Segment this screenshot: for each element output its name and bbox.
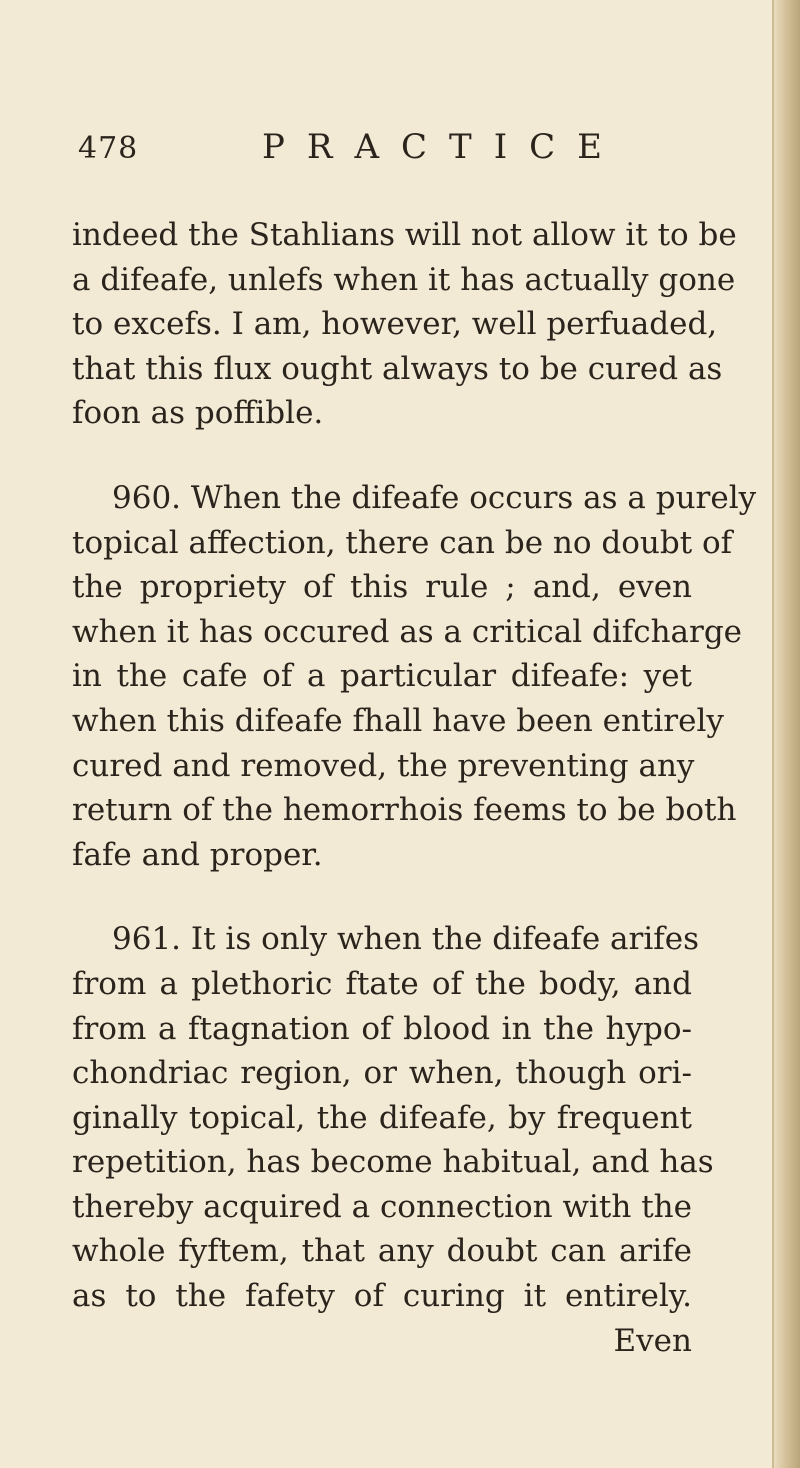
page-number: 478 [78, 131, 139, 166]
text-line: thereby acquired a connection with the [72, 1188, 692, 1225]
text-line: to excefs. I am, however, well perfuaded, [72, 306, 718, 343]
text-line: in the cafe of a particular difeafe: yet [72, 658, 692, 695]
paragraph [72, 213, 737, 436]
text-line: a difeafe, unlefs when it has actually gone [72, 261, 736, 298]
body-text [72, 213, 757, 1363]
text-line: from a ftagnation of blood in the hypo- [72, 1010, 692, 1047]
text-line: that this flux ought always to be cured as [72, 350, 723, 387]
page-header [78, 127, 698, 177]
catchword: Even [613, 1322, 692, 1359]
text-line: the propriety of this rule ; and, even [72, 569, 692, 606]
text-line: indeed the Stahlians will not allow it to be [72, 217, 737, 253]
running-head: PRACTICE [262, 127, 624, 167]
text-line: ginally topical, the difeafe, by frequent [72, 1099, 692, 1136]
paragraph [72, 917, 714, 1318]
paragraph-gap [72, 436, 692, 476]
text-line: topical affection, there can be no doubt of [72, 524, 733, 561]
text-line: whole fyftem, that any doubt can arife [72, 1233, 692, 1270]
page-edge [774, 0, 800, 1468]
text-line: when this difeafe fhall have been entirely [72, 702, 724, 739]
text-line: cured and removed, the preventing any [72, 747, 695, 784]
text-line: return of the hemorrhois feems to be both [72, 792, 737, 829]
text-line: when it has occured as a critical difcharge [72, 613, 743, 650]
paragraph-gap [72, 877, 692, 917]
text-line: 961. It is only when the difeafe arifes [112, 921, 699, 958]
text-line: 960. When the difeafe occurs as a purely [112, 479, 757, 516]
text-line: repetition, has become habitual, and has [72, 1144, 714, 1181]
text-line: as to the fafety of curing it entirely. [72, 1278, 692, 1315]
text-line: fafe and proper. [72, 836, 323, 873]
paragraph [72, 476, 757, 877]
text-line: foon as poffible. [72, 395, 324, 432]
text-line: chondriac region, or when, though ori- [72, 1055, 692, 1092]
text-line: from a plethoric ftate of the body, and [72, 965, 692, 1002]
